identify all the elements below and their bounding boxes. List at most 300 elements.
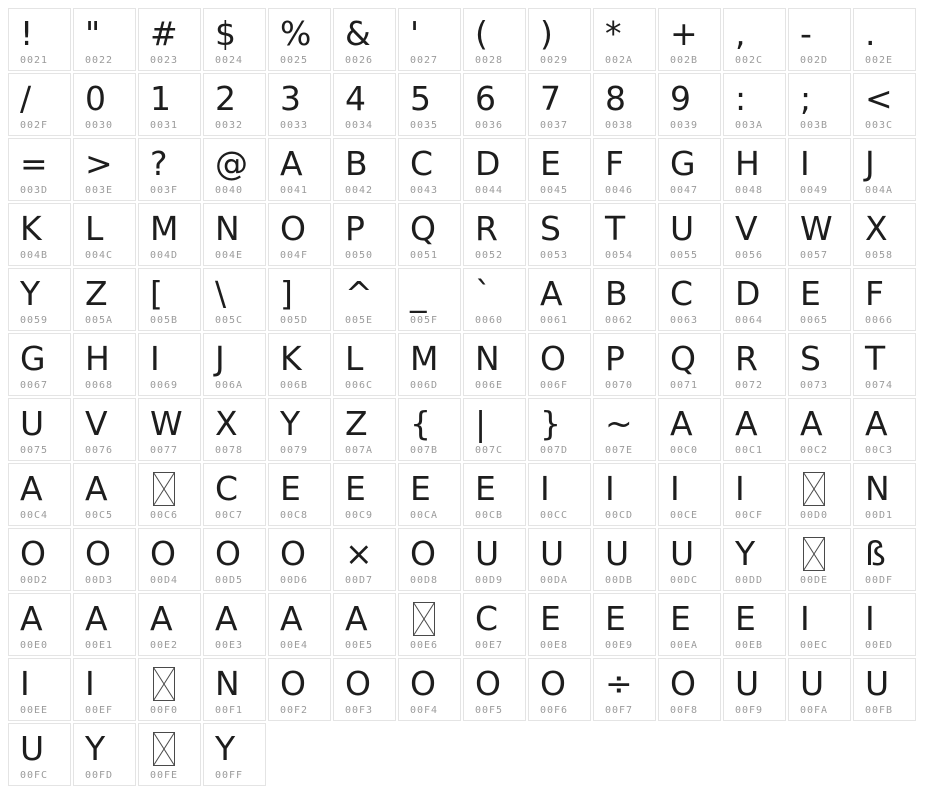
glyph-cell-003a[interactable] [723, 73, 786, 136]
glyph-cell-007b[interactable] [398, 398, 461, 461]
glyph-cell-003e[interactable] [73, 138, 136, 201]
glyph-cell-00f5[interactable] [463, 658, 526, 721]
glyph-cell-004f[interactable] [268, 203, 331, 266]
codepoint-label: 006C [345, 380, 374, 391]
codepoint-label: 00C9 [345, 510, 374, 521]
glyph-cell-00e5[interactable] [333, 593, 396, 656]
glyph-cell-00ce[interactable] [658, 463, 721, 526]
glyph-cell-00d6[interactable] [268, 528, 331, 591]
glyph-char: T [605, 208, 626, 248]
glyph-cell-0024[interactable] [203, 8, 266, 71]
glyph-cell-003b[interactable] [788, 73, 851, 136]
codepoint-label: 0025 [280, 55, 309, 66]
glyph-cell-00d7[interactable] [333, 528, 396, 591]
glyph-cell-0070[interactable] [593, 333, 656, 396]
glyph-cell-0072[interactable] [723, 333, 786, 396]
glyph-char: I [20, 663, 30, 703]
glyph-cell-0057[interactable] [788, 203, 851, 266]
glyph-char: Y [20, 273, 41, 313]
glyph-char: Z [345, 403, 368, 443]
glyph-cell-003f[interactable] [138, 138, 201, 201]
codepoint-label: 0047 [670, 185, 699, 196]
codepoint-label: 00C5 [85, 510, 114, 521]
glyph-cell-006d[interactable] [398, 333, 461, 396]
glyph-cell-0026[interactable] [333, 8, 396, 71]
glyph-char: V [735, 208, 758, 248]
codepoint-label: 0022 [85, 55, 114, 66]
codepoint-label: 002F [20, 120, 49, 131]
glyph-cell-00c8[interactable] [268, 463, 331, 526]
glyph-char: ? [150, 143, 168, 183]
glyph-char: I [605, 468, 615, 508]
glyph-cell-00c5[interactable] [73, 463, 136, 526]
glyph-cell-002a[interactable] [593, 8, 656, 71]
codepoint-label: 0034 [345, 120, 374, 131]
codepoint-label: 0057 [800, 250, 829, 261]
glyph-cell-004c[interactable] [73, 203, 136, 266]
glyph-cell-00e9[interactable] [593, 593, 656, 656]
glyph-cell-00d2[interactable] [8, 528, 71, 591]
glyph-cell-0071[interactable] [658, 333, 721, 396]
glyph-cell-0053[interactable] [528, 203, 591, 266]
codepoint-label: 00DC [670, 575, 699, 586]
codepoint-label: 0073 [800, 380, 829, 391]
glyph-cell-00ff[interactable] [203, 723, 266, 786]
glyph-char: E [540, 143, 561, 183]
glyph-cell-00f7[interactable] [593, 658, 656, 721]
glyph-cell-00c4[interactable] [8, 463, 71, 526]
glyph-cell-0038[interactable] [593, 73, 656, 136]
codepoint-label: 00D0 [800, 510, 829, 521]
glyph-cell-00dc[interactable] [658, 528, 721, 591]
glyph-cell-0032[interactable] [203, 73, 266, 136]
glyph-cell-00f4[interactable] [398, 658, 461, 721]
glyph-cell-00f3[interactable] [333, 658, 396, 721]
codepoint-label: 00DD [735, 575, 764, 586]
glyph-cell-005e[interactable] [333, 268, 396, 331]
glyph-char: A [215, 598, 238, 638]
glyph-cell-00e2[interactable] [138, 593, 201, 656]
glyph-char: E [670, 598, 691, 638]
glyph-cell-0045[interactable] [528, 138, 591, 201]
codepoint-label: 0027 [410, 55, 439, 66]
codepoint-label: 007E [605, 445, 634, 456]
codepoint-label: 0071 [670, 380, 699, 391]
glyph-cell-00cc[interactable] [528, 463, 591, 526]
glyph-cell-0067[interactable] [8, 333, 71, 396]
codepoint-label: 0021 [20, 55, 49, 66]
glyph-cell-0078[interactable] [203, 398, 266, 461]
codepoint-label: 00D9 [475, 575, 504, 586]
glyph-char: G [20, 338, 46, 378]
glyph-char: I [670, 468, 680, 508]
codepoint-label: 004C [85, 250, 114, 261]
glyph-char: : [735, 78, 747, 118]
glyph-cell-0059[interactable] [8, 268, 71, 331]
glyph-cell-00c7[interactable] [203, 463, 266, 526]
glyph-char: O [410, 663, 436, 703]
codepoint-label: 003D [20, 185, 49, 196]
glyph-char: U [800, 663, 825, 703]
codepoint-label: 00C0 [670, 445, 699, 456]
codepoint-label: 00D8 [410, 575, 439, 586]
glyph-char: L [85, 208, 104, 248]
codepoint-label: 00E6 [410, 640, 439, 651]
glyph-cell-0035[interactable] [398, 73, 461, 136]
glyph-cell-0036[interactable] [463, 73, 526, 136]
glyph-cell-005a[interactable] [73, 268, 136, 331]
glyph-char: _ [410, 273, 427, 313]
glyph-char: A [150, 598, 173, 638]
glyph-cell-00df[interactable] [853, 528, 916, 591]
glyph-cell-0048[interactable] [723, 138, 786, 201]
glyph-cell-0027[interactable] [398, 8, 461, 71]
glyph-char: 1 [150, 78, 171, 118]
glyph-cell-0077[interactable] [138, 398, 201, 461]
codepoint-label: 0056 [735, 250, 764, 261]
codepoint-label: 003C [865, 120, 894, 131]
glyph-cell-0061[interactable] [528, 268, 591, 331]
glyph-cell-00c9[interactable] [333, 463, 396, 526]
glyph-cell-004b[interactable] [8, 203, 71, 266]
glyph-char: A [280, 598, 303, 638]
glyph-cell-00f6[interactable] [528, 658, 591, 721]
codepoint-label: 0039 [670, 120, 699, 131]
glyph-cell-0022[interactable] [73, 8, 136, 71]
glyph-cell-00f9[interactable] [723, 658, 786, 721]
glyph-cell-007e[interactable] [593, 398, 656, 461]
glyph-char: L [345, 338, 364, 378]
glyph-char: O [670, 663, 696, 703]
glyph-char: A [20, 468, 43, 508]
glyph-cell-00ec[interactable] [788, 593, 851, 656]
glyph-cell-00dd[interactable] [723, 528, 786, 591]
codepoint-label: 003E [85, 185, 114, 196]
glyph-cell-0063[interactable] [658, 268, 721, 331]
glyph-cell-002d[interactable] [788, 8, 851, 71]
glyph-cell-00fc[interactable] [8, 723, 71, 786]
glyph-cell-0056[interactable] [723, 203, 786, 266]
glyph-char: B [605, 273, 628, 313]
glyph-char: H [735, 143, 760, 183]
glyph-cell-004a[interactable] [853, 138, 916, 201]
glyph-cell-00c6[interactable] [138, 463, 201, 526]
glyph-char: E [475, 468, 496, 508]
codepoint-label: 00D1 [865, 510, 894, 521]
glyph-cell-0076[interactable] [73, 398, 136, 461]
codepoint-label: 0058 [865, 250, 894, 261]
glyph-cell-00c1[interactable] [723, 398, 786, 461]
glyph-char: U [670, 533, 695, 573]
glyph-cell-0065[interactable] [788, 268, 851, 331]
glyph-cell-006b[interactable] [268, 333, 331, 396]
glyph-char: O [280, 533, 306, 573]
glyph-char: ~ [605, 403, 633, 443]
glyph-char: U [20, 403, 45, 443]
codepoint-label: 0078 [215, 445, 244, 456]
glyph-char: ` [475, 273, 492, 313]
glyph-cell-00d8[interactable] [398, 528, 461, 591]
glyph-cell-00e7[interactable] [463, 593, 526, 656]
glyph-cell-00db[interactable] [593, 528, 656, 591]
glyph-cell-00f8[interactable] [658, 658, 721, 721]
glyph-cell-005c[interactable] [203, 268, 266, 331]
glyph-cell-007d[interactable] [528, 398, 591, 461]
glyph-char: Q [410, 208, 436, 248]
glyph-char: O [410, 533, 436, 573]
glyph-cell-0040[interactable] [203, 138, 266, 201]
glyph-cell-002e[interactable] [853, 8, 916, 71]
glyph-char: < [865, 78, 893, 118]
codepoint-label: 00CA [410, 510, 439, 521]
glyph-char: P [605, 338, 625, 378]
glyph-cell-007a[interactable] [333, 398, 396, 461]
glyph-cell-0066[interactable] [853, 268, 916, 331]
glyph-cell-00f0[interactable] [138, 658, 201, 721]
codepoint-label: 0031 [150, 120, 179, 131]
codepoint-label: 00C1 [735, 445, 764, 456]
codepoint-label: 0023 [150, 55, 179, 66]
glyph-cell-0037[interactable] [528, 73, 591, 136]
glyph-cell-0051[interactable] [398, 203, 461, 266]
glyph-char: # [150, 13, 178, 53]
glyph-cell-002f[interactable] [8, 73, 71, 136]
glyph-cell-00da[interactable] [528, 528, 591, 591]
glyph-cell-0079[interactable] [268, 398, 331, 461]
codepoint-label: 0040 [215, 185, 244, 196]
codepoint-label: 007D [540, 445, 569, 456]
codepoint-label: 00FB [865, 705, 894, 716]
glyph-char: T [865, 338, 886, 378]
glyph-cell-0062[interactable] [593, 268, 656, 331]
glyph-char: S [800, 338, 821, 378]
codepoint-label: 0070 [605, 380, 634, 391]
codepoint-label: 004E [215, 250, 244, 261]
glyph-cell-00fb[interactable] [853, 658, 916, 721]
glyph-cell-0042[interactable] [333, 138, 396, 201]
glyph-cell-00e4[interactable] [268, 593, 331, 656]
glyph-cell-0047[interactable] [658, 138, 721, 201]
glyph-char: I [800, 598, 810, 638]
glyph-char: N [215, 208, 240, 248]
glyph-cell-00d1[interactable] [853, 463, 916, 526]
glyph-cell-00fa[interactable] [788, 658, 851, 721]
glyph-char: J [215, 338, 225, 378]
codepoint-label: 0052 [475, 250, 504, 261]
glyph-cell-003d[interactable] [8, 138, 71, 201]
glyph-cell-00ef[interactable] [73, 658, 136, 721]
codepoint-label: 0051 [410, 250, 439, 261]
glyph-cell-006a[interactable] [203, 333, 266, 396]
glyph-cell-00c2[interactable] [788, 398, 851, 461]
glyph-char: ^ [345, 273, 373, 313]
glyph-cell-0074[interactable] [853, 333, 916, 396]
glyph-cell-0058[interactable] [853, 203, 916, 266]
codepoint-label: 004F [280, 250, 309, 261]
codepoint-label: 0042 [345, 185, 374, 196]
glyph-cell-0075[interactable] [8, 398, 71, 461]
glyph-cell-00f1[interactable] [203, 658, 266, 721]
glyph-cell-002b[interactable] [658, 8, 721, 71]
codepoint-label: 004D [150, 250, 179, 261]
codepoint-label: 0076 [85, 445, 114, 456]
glyph-cell-00fd[interactable] [73, 723, 136, 786]
codepoint-label: 0032 [215, 120, 244, 131]
glyph-cell-007c[interactable] [463, 398, 526, 461]
codepoint-label: 006A [215, 380, 244, 391]
codepoint-label: 00EB [735, 640, 764, 651]
glyph-cell-00f2[interactable] [268, 658, 331, 721]
glyph-cell-004e[interactable] [203, 203, 266, 266]
glyph-char: E [410, 468, 431, 508]
glyph-cell-0068[interactable] [73, 333, 136, 396]
glyph-char: E [345, 468, 366, 508]
glyph-cell-00c0[interactable] [658, 398, 721, 461]
glyph-char: X [215, 403, 238, 443]
glyph-char: O [475, 663, 501, 703]
notdef-box-icon [153, 732, 175, 766]
codepoint-label: 0050 [345, 250, 374, 261]
codepoint-label: 00CF [735, 510, 764, 521]
glyph-cell-00de[interactable] [788, 528, 851, 591]
glyph-char: @ [215, 143, 248, 183]
glyph-cell-0029[interactable] [528, 8, 591, 71]
codepoint-label: 0062 [605, 315, 634, 326]
glyph-cell-00d3[interactable] [73, 528, 136, 591]
codepoint-label: 0069 [150, 380, 179, 391]
glyph-cell-005b[interactable] [138, 268, 201, 331]
glyph-cell-00e0[interactable] [8, 593, 71, 656]
glyph-cell-00e1[interactable] [73, 593, 136, 656]
codepoint-label: 00CD [605, 510, 634, 521]
glyph-cell-00e3[interactable] [203, 593, 266, 656]
codepoint-label: 006F [540, 380, 569, 391]
notdef-box-icon [803, 537, 825, 571]
codepoint-label: 00D4 [150, 575, 179, 586]
glyph-char: E [280, 468, 301, 508]
glyph-cell-0064[interactable] [723, 268, 786, 331]
glyph-cell-0043[interactable] [398, 138, 461, 201]
glyph-cell-00d0[interactable] [788, 463, 851, 526]
glyph-cell-00d5[interactable] [203, 528, 266, 591]
glyph-char: } [540, 403, 561, 443]
codepoint-label: 003B [800, 120, 829, 131]
glyph-cell-0033[interactable] [268, 73, 331, 136]
glyph-cell-00c3[interactable] [853, 398, 916, 461]
glyph-cell-0046[interactable] [593, 138, 656, 201]
codepoint-label: 00F0 [150, 705, 179, 716]
codepoint-label: 00FF [215, 770, 244, 781]
codepoint-label: 00DE [800, 575, 829, 586]
codepoint-label: 0037 [540, 120, 569, 131]
codepoint-label: 002C [735, 55, 764, 66]
glyph-cell-00cd[interactable] [593, 463, 656, 526]
glyph-cell-006e[interactable] [463, 333, 526, 396]
glyph-cell-00e8[interactable] [528, 593, 591, 656]
glyph-cell-006f[interactable] [528, 333, 591, 396]
codepoint-label: 00D5 [215, 575, 244, 586]
codepoint-label: 005E [345, 315, 374, 326]
glyph-cell-005f[interactable] [398, 268, 461, 331]
glyph-cell-00fe[interactable] [138, 723, 201, 786]
glyph-cell-00ee[interactable] [8, 658, 71, 721]
glyph-char: + [670, 13, 698, 53]
glyph-cell-0023[interactable] [138, 8, 201, 71]
codepoint-label: 0035 [410, 120, 439, 131]
glyph-cell-00cb[interactable] [463, 463, 526, 526]
glyph-cell-0021[interactable] [8, 8, 71, 71]
glyph-cell-0044[interactable] [463, 138, 526, 201]
glyph-cell-0041[interactable] [268, 138, 331, 201]
glyph-cell-005d[interactable] [268, 268, 331, 331]
glyph-char: I [800, 143, 810, 183]
glyph-cell-00d9[interactable] [463, 528, 526, 591]
codepoint-label: 002E [865, 55, 894, 66]
codepoint-label: 0036 [475, 120, 504, 131]
glyph-char: - [800, 13, 812, 53]
glyph-cell-0052[interactable] [463, 203, 526, 266]
glyph-cell-00d4[interactable] [138, 528, 201, 591]
codepoint-label: 00D7 [345, 575, 374, 586]
glyph-char: M [150, 208, 179, 248]
glyph-char: D [475, 143, 501, 183]
glyph-cell-0055[interactable] [658, 203, 721, 266]
glyph-cell-0049[interactable] [788, 138, 851, 201]
glyph-char: O [540, 663, 566, 703]
glyph-cell-0069[interactable] [138, 333, 201, 396]
codepoint-label: 00CC [540, 510, 569, 521]
codepoint-label: 00F9 [735, 705, 764, 716]
glyph-char: V [85, 403, 108, 443]
glyph-cell-00cf[interactable] [723, 463, 786, 526]
codepoint-label: 00D3 [85, 575, 114, 586]
glyph-cell-00eb[interactable] [723, 593, 786, 656]
glyph-cell-0034[interactable] [333, 73, 396, 136]
glyph-cell-003c[interactable] [853, 73, 916, 136]
glyph-char: 0 [85, 78, 106, 118]
glyph-char: × [345, 533, 373, 573]
glyph-char: U [865, 663, 890, 703]
glyph-cell-0028[interactable] [463, 8, 526, 71]
glyph-cell-0030[interactable] [73, 73, 136, 136]
glyph-cell-00e6[interactable] [398, 593, 461, 656]
glyph-cell-006c[interactable] [333, 333, 396, 396]
codepoint-label: 0054 [605, 250, 634, 261]
glyph-char: Y [735, 533, 756, 573]
glyph-cell-0060[interactable] [463, 268, 526, 331]
glyph-cell-002c[interactable] [723, 8, 786, 71]
glyph-cell-0039[interactable] [658, 73, 721, 136]
glyph-cell-0031[interactable] [138, 73, 201, 136]
glyph-cell-0050[interactable] [333, 203, 396, 266]
codepoint-label: 003A [735, 120, 764, 131]
glyph-cell-0054[interactable] [593, 203, 656, 266]
glyph-cell-0073[interactable] [788, 333, 851, 396]
glyph-char: { [410, 403, 431, 443]
glyph-char: 9 [670, 78, 691, 118]
glyph-char: 3 [280, 78, 301, 118]
glyph-cell-0025[interactable] [268, 8, 331, 71]
glyph-char: O [215, 533, 241, 573]
glyph-cell-00ed[interactable] [853, 593, 916, 656]
glyph-char: / [20, 78, 32, 118]
glyph-char: A [85, 468, 108, 508]
glyph-cell-00ea[interactable] [658, 593, 721, 656]
codepoint-label: 00F6 [540, 705, 569, 716]
glyph-cell-004d[interactable] [138, 203, 201, 266]
codepoint-label: 006D [410, 380, 439, 391]
glyph-cell-00ca[interactable] [398, 463, 461, 526]
